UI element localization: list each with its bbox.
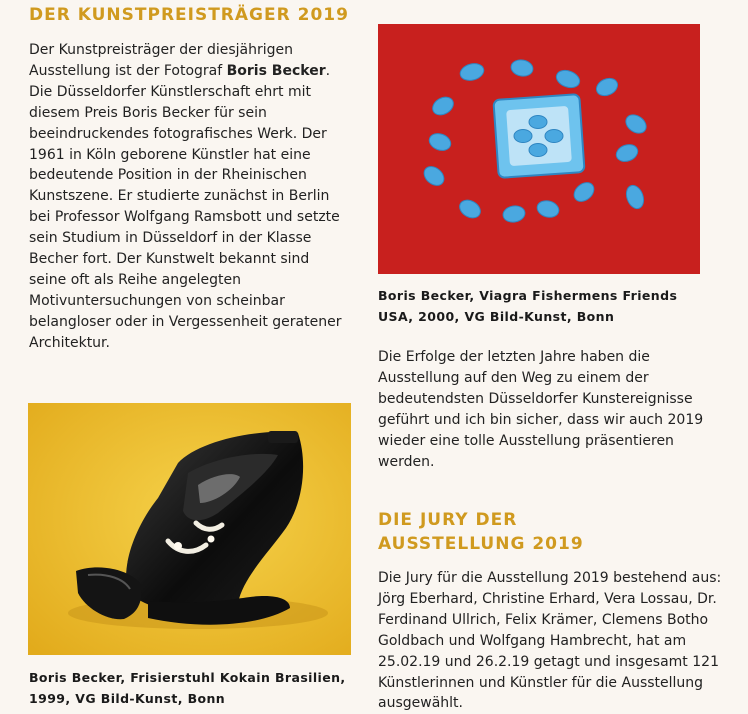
caption-viagra: Boris Becker, Viagra Fishermens Friends USA, 2000, VG Bild-Kunst, Bonn bbox=[378, 288, 678, 324]
viagra-image bbox=[378, 24, 700, 274]
photo-frisierstuhl bbox=[28, 403, 351, 655]
photo-viagra bbox=[378, 24, 700, 274]
laureate-paragraph: Die Düsseldorfer Künstlerschaft ehrt mit diesem Preis Boris Becker für sein beeindruckendes fotografisches Werk. Der 1961 in Köln geborene Künstler hat eine bedeutende Position in der Rheinischen Kunstszene. Er studierte zunächst in Berlin bei Professor Wolfgang Ramsbott und setzte sein Studium in Düsseldorf in der Klasse Becher fort. Der Kunstwelt bekannt sind seine oft als Reihe angelegten Motivuntersuchungen von scheinbar belangloser oder in Vergessenheit geratener Architektur. bbox=[29, 83, 342, 351]
intro-text: Der Kunstpreisträger der diesjährigen Ausstellung ist der Fotograf bbox=[29, 42, 294, 79]
intro-end: . bbox=[325, 62, 331, 79]
blister-pack bbox=[493, 94, 584, 178]
artist-name: Boris Becker bbox=[226, 62, 326, 79]
section-heading-kunstpreistraeger: DER KUNSTPREISTRÄGER 2019 bbox=[29, 5, 349, 25]
kunstpreistraeger-text bbox=[29, 40, 347, 354]
jury-paragraph: Die Jury für die Ausstellung 2019 bestehend aus: Jörg Eberhard, Christine Erhard, Vera Lossau, Dr. Ferdinand Ullrich, Felix Krämer, Clemens Botho Goldbach und Wolfgang Hambrecht, hat am 25.02.19 und 26.2.19 getagt und insgesamt 121 Künstlerinnen und Künstler für die Ausstellung ausgewählt. bbox=[378, 570, 722, 712]
frisierstuhl-image bbox=[28, 403, 351, 655]
section-heading-jury: DIE JURY DER AUSSTELLUNG 2019 bbox=[378, 510, 584, 554]
erfolge-paragraph: Die Erfolge der letzten Jahre haben die Ausstellung auf den Weg zu einem der bedeutendsten Düsseldorfer Kunstereignisse geführt und ich bin sicher, dass wir auch 2019 wieder eine tolle Ausstellung präsentieren werden. bbox=[378, 349, 704, 470]
caption-frisierstuhl: Boris Becker, Frisierstuhl Kokain Brasilien, 1999, VG Bild-Kunst, Bonn bbox=[29, 670, 346, 706]
